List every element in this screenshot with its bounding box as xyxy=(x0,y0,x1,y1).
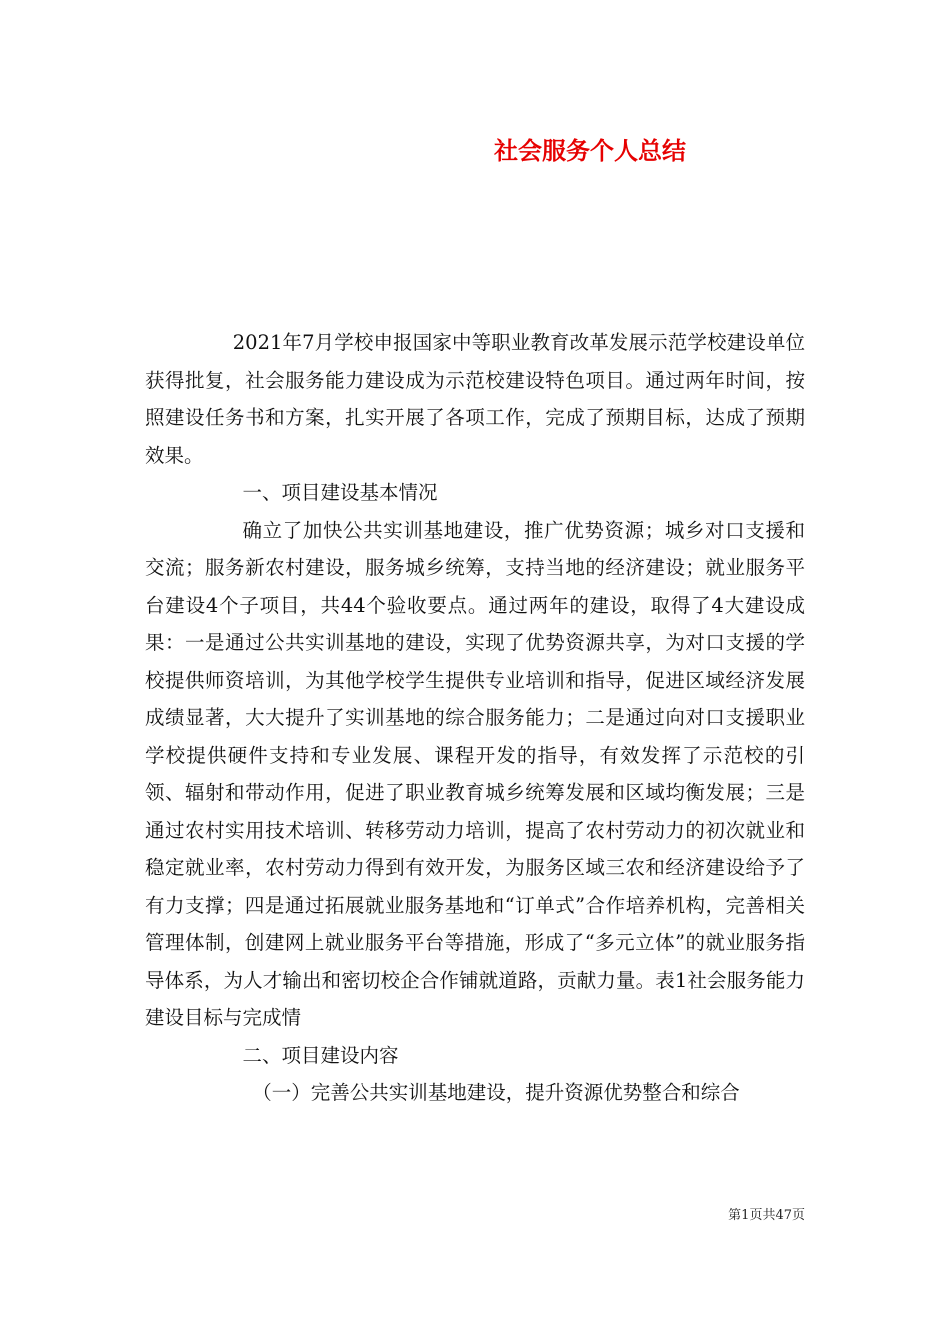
section-heading-2: 二、项目建设内容 xyxy=(242,1043,399,1067)
intro-paragraph: 2021年7月学校申报国家中等职业教育改革发展示范学校建设单位获得批复，社会服务能力建设成为示范校建设特色项目。通过两年时间，按照建设任务书和方案，扎实开展了各项工作，完成了预期目标，达成了预期效果。 xyxy=(145,331,805,467)
document-body xyxy=(145,324,805,1112)
subsection-heading-1: （一）完善公共实训基地建设，提升资源优势整合和综合 xyxy=(252,1081,740,1104)
section-1-paragraph: 确立了加快公共实训基地建设，推广优势资源；城乡对口支援和交流；服务新农村建设，服务城乡统筹，支持当地的经济建设；就业服务平台建设4个子项目，共44个验收要点。通过两年的建设，取得了4大建设成果：一是通过公共实训基地的建设，实现了优势资源共享，为对口支援的学校提供师资培训，为其他学校学生提供专业培训和指导，促进区域经济发展成绩显著，大大提升了实训基地的综合服务能力；二是通过向对口支援职业学校提供硬件支持和专业发展、课程开发的指导，有效发挥了示范校的引领、辐射和带动作用，促进了职业教育城乡统筹发展和区域均衡发展；三是通过农村实用技术培训、转移劳动力培训，提高了农村劳动力的初次就业和稳定就业率，农村劳动力得到有效开发，为服务区域三农和经济建设给予了有力支撑；四是通过拓展就业服务基地和“订单式”合作培养机构，完善相关管理体制，创建网上就业服务平台等措施，形成了“多元立体”的就业服务指导体系，为人才输出和密切校企合作铺就道路，贡献力量。表1社会服务能力建设目标与完成情 xyxy=(145,518,805,1029)
document-title: 社会服务个人总结 xyxy=(494,136,686,165)
section-heading-1: 一、项目建设基本情况 xyxy=(242,481,438,504)
page-footer: 第1页共47页 xyxy=(728,1208,805,1223)
